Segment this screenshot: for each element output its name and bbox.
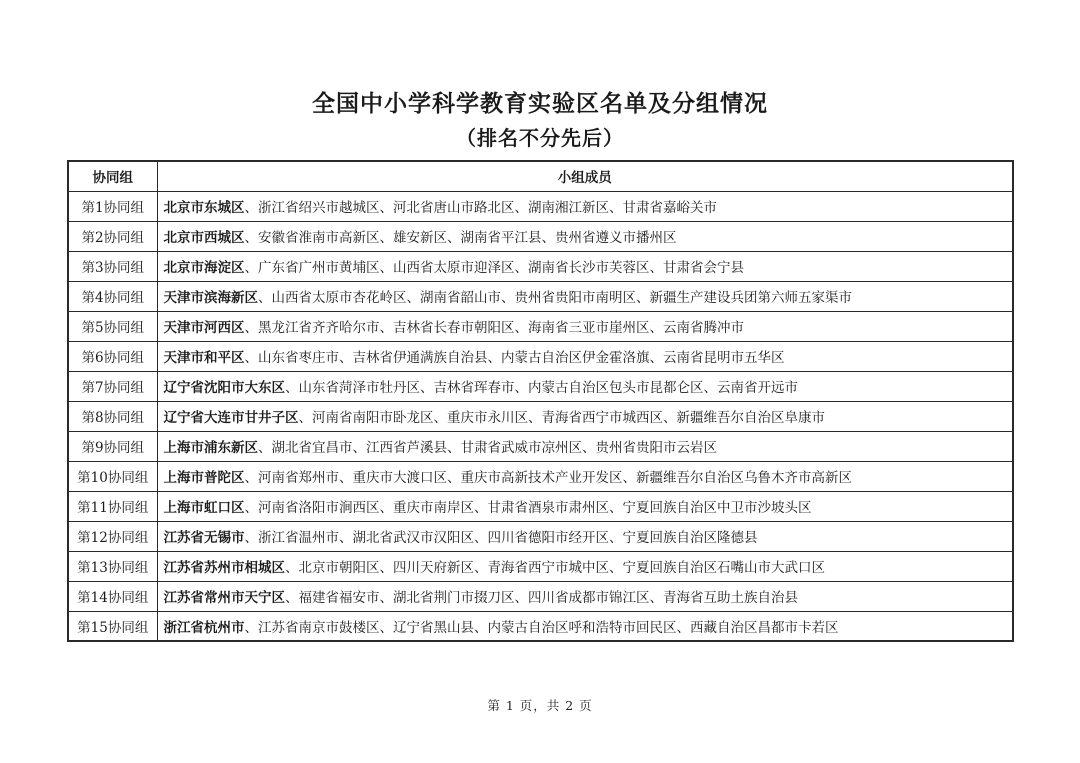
members-cell [157,191,1013,221]
table-row [68,371,1013,401]
lead-member: 辽宁省沈阳市大东区 [163,380,285,396]
other-members: 、黑龙江省齐齐哈尔市、吉林省长春市朝阳区、海南省三亚市崖州区、云南省腾冲市 [244,320,744,336]
members-cell [157,371,1013,401]
group-label: 第10协同组 [68,461,157,491]
other-members: 、河南省洛阳市涧西区、重庆市南岸区、甘肃省酒泉市肃州区、宁夏回族自治区中卫市沙坡头区 [244,500,812,516]
table-row [68,551,1013,581]
header-members-column: 小组成员 [157,161,1013,191]
group-label: 第6协同组 [68,341,157,371]
group-label: 第13协同组 [68,551,157,581]
groups-table [67,160,1014,642]
members-cell [157,251,1013,281]
members-cell [157,611,1013,641]
table-row [68,521,1013,551]
title-block [0,90,1080,151]
table-row [68,461,1013,491]
lead-member: 天津市河西区 [163,320,245,336]
lead-member: 辽宁省大连市甘井子区 [163,410,299,426]
other-members: 、江苏省南京市鼓楼区、辽宁省黑山县、内蒙古自治区呼和浩特市回民区、西藏自治区昌都市卡若区 [244,619,839,636]
other-members: 、山东省枣庄市、吉林省伊通满族自治县、内蒙古自治区伊金霍洛旗、云南省昆明市五华区 [244,350,785,366]
other-members: 、北京市朝阳区、四川天府新区、青海省西宁市城中区、宁夏回族自治区石嘴山市大武口区 [285,560,825,576]
table-row [68,311,1013,341]
other-members: 、河南省南阳市卧龙区、重庆市永川区、青海省西宁市城西区、新疆维吾尔自治区阜康市 [298,410,825,426]
table-row [68,401,1013,431]
members-cell [157,311,1013,341]
table-row [68,251,1013,281]
page-number: 第 1 页，共 2 页 [487,698,593,713]
table-row [68,341,1013,371]
group-label: 第12协同组 [68,521,157,551]
table-row [68,611,1013,641]
table-row [68,491,1013,521]
members-cell [157,521,1013,551]
members-cell [157,401,1013,431]
members-cell [157,341,1013,371]
table-header-row [68,161,1013,191]
page-title: 全国中小学科学教育实验区名单及分组情况 [312,90,768,117]
members-cell [157,281,1013,311]
group-label: 第15协同组 [68,611,157,641]
members-cell [157,431,1013,461]
lead-member: 江苏省苏州市相城区 [163,560,285,576]
group-label: 第9协同组 [68,431,157,461]
table-row [68,581,1013,611]
group-label: 第7协同组 [68,371,157,401]
lead-member: 江苏省无锡市 [163,530,245,546]
lead-member: 上海市普陀区 [163,470,245,486]
table-row [68,191,1013,221]
lead-member: 江苏省常州市天宁区 [163,590,285,606]
lead-member: 上海市浦东新区 [163,440,258,456]
table-row [68,221,1013,251]
other-members: 、浙江省绍兴市越城区、河北省唐山市路北区、湖南湘江新区、甘肃省嘉峪关市 [244,200,717,216]
lead-member: 浙江省杭州市 [163,619,245,636]
page-subtitle: （排名不分先后） [456,125,624,150]
members-cell [157,221,1013,251]
lead-member: 天津市滨海新区 [163,290,258,306]
group-label: 第8协同组 [68,401,157,431]
other-members: 、山东省菏泽市牡丹区、吉林省珲春市、内蒙古自治区包头市昆都仑区、云南省开远市 [285,380,798,396]
group-label: 第2协同组 [68,221,157,251]
other-members: 、山西省太原市杏花岭区、湖南省韶山市、贵州省贵阳市南明区、新疆生产建设兵团第六师五家渠市 [258,290,852,306]
lead-member: 北京市东城区 [163,200,245,216]
table-row [68,431,1013,461]
lead-member: 北京市海淀区 [163,260,245,276]
table-row [68,281,1013,311]
members-cell [157,551,1013,581]
members-cell [157,461,1013,491]
members-cell [157,581,1013,611]
lead-member: 天津市和平区 [163,350,245,366]
group-label: 第14协同组 [68,581,157,611]
other-members: 、安徽省淮南市高新区、雄安新区、湖南省平江县、贵州省遵义市播州区 [244,230,677,246]
other-members: 、福建省福安市、湖北省荆门市掇刀区、四川省成都市锦江区、青海省互助土族自治县 [285,590,798,606]
members-cell [157,491,1013,521]
lead-member: 北京市西城区 [163,230,245,246]
lead-member: 上海市虹口区 [163,500,245,516]
group-label: 第3协同组 [68,251,157,281]
other-members: 、广东省广州市黄埔区、山西省太原市迎泽区、湖南省长沙市芙蓉区、甘肃省会宁县 [244,260,744,276]
group-label: 第11协同组 [68,491,157,521]
other-members: 、湖北省宜昌市、江西省芦溪县、甘肃省武威市凉州区、贵州省贵阳市云岩区 [258,440,717,456]
other-members: 、河南省郑州市、重庆市大渡口区、重庆市高新技术产业开发区、新疆维吾尔自治区乌鲁木齐市高新区 [244,470,852,486]
other-members: 、浙江省温州市、湖北省武汉市汉阳区、四川省德阳市经开区、宁夏回族自治区隆德县 [244,530,758,546]
group-label: 第1协同组 [68,191,157,221]
header-group-column: 协同组 [68,161,157,191]
group-label: 第5协同组 [68,311,157,341]
group-label: 第4协同组 [68,281,157,311]
